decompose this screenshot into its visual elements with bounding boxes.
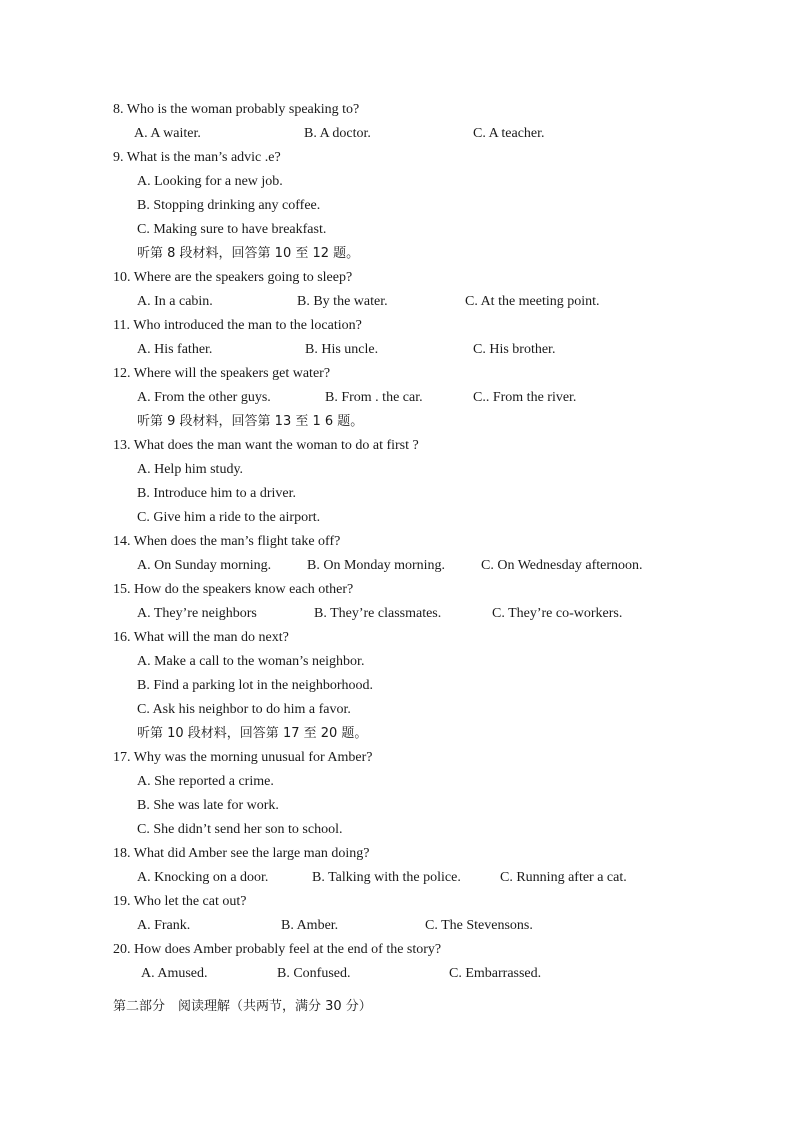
question-18-option-c: C. Running after a cat. [500, 870, 627, 885]
question-15-option-c: C. They’re co-workers. [492, 606, 623, 621]
question-8-option-c: C. A teacher. [473, 126, 545, 141]
question-12-option-a: A. From the other guys. [137, 390, 271, 405]
question-9-stem: 9. What is the man’s advic .e? [113, 150, 281, 165]
question-10-stem: 10. Where are the speakers going to sleep? [113, 270, 353, 285]
question-19-option-c: C. The Stevensons. [425, 918, 533, 933]
question-12-option-c: C.. From the river. [473, 390, 577, 405]
question-12-option-b: B. From . the car. [325, 390, 423, 405]
question-10-option-c: C. At the meeting point. [465, 294, 600, 309]
question-11-option-b: B. His uncle. [305, 342, 379, 357]
question-8-option-a: A. A waiter. [134, 126, 201, 141]
question-15-option-b: B. They’re classmates. [314, 606, 442, 621]
question-11-option-a: A. His father. [137, 342, 213, 357]
question-18-option-a: A. Knocking on a door. [137, 870, 269, 885]
question-9-option-b: B. Stopping drinking any coffee. [137, 198, 321, 213]
question-20-option-b: B. Confused. [277, 966, 351, 981]
question-17-option-b: B. She was late for work. [137, 798, 279, 813]
question-13-stem: 13. What does the man want the woman to do at first ? [113, 438, 419, 453]
question-16-stem: 16. What will the man do next? [113, 630, 289, 645]
question-14-option-a: A. On Sunday morning. [137, 558, 272, 573]
question-20-stem: 20. How does Amber probably feel at the end of the story? [113, 942, 442, 957]
question-11-stem: 11. Who introduced the man to the location? [113, 318, 362, 333]
question-13-option-b: B. Introduce him to a driver. [137, 486, 297, 501]
question-8-option-b: B. A doctor. [304, 126, 371, 141]
question-18-option-b: B. Talking with the police. [312, 870, 461, 885]
question-16-option-a: A. Make a call to the woman’s neighbor. [137, 654, 365, 669]
question-18-stem: 18. What did Amber see the large man doing? [113, 846, 370, 861]
question-17-option-a: A. She reported a crime. [137, 774, 274, 789]
question-20-option-a: A. Amused. [141, 966, 208, 981]
question-11-option-c: C. His brother. [473, 342, 556, 357]
question-16-option-c: C. Ask his neighbor to do him a favor. [137, 702, 351, 717]
question-10-option-a: A. In a cabin. [137, 294, 213, 309]
question-14-option-c: C. On Wednesday afternoon. [481, 558, 643, 573]
question-9-option-a: A. Looking for a new job. [137, 174, 283, 189]
question-10-option-b: B. By the water. [297, 294, 388, 309]
section-instruction-10: 听第 10 段材料，回答第 17 至 20 题。 [137, 726, 368, 741]
section-instruction-9: 听第 9 段材料，回答第 13 至 1 6 题。 [137, 414, 364, 429]
question-13-option-a: A. Help him study. [137, 462, 244, 477]
section-instruction-8: 听第 8 段材料，回答第 10 至 12 题。 [137, 246, 360, 261]
part-2-heading: 第二部分 阅读理解（共两节，满分 30 分） [113, 999, 372, 1014]
question-14-stem: 14. When does the man’s flight take off? [113, 534, 341, 549]
question-13-option-c: C. Give him a ride to the airport. [137, 510, 321, 525]
question-16-option-b: B. Find a parking lot in the neighborhood. [137, 678, 374, 693]
question-12-stem: 12. Where will the speakers get water? [113, 366, 331, 381]
question-19-option-b: B. Amber. [281, 918, 339, 933]
question-15-stem: 15. How do the speakers know each other? [113, 582, 354, 597]
question-14-option-b: B. On Monday morning. [307, 558, 446, 573]
question-9-option-c: C. Making sure to have breakfast. [137, 222, 327, 237]
question-20-option-c: C. Embarrassed. [449, 966, 542, 981]
question-8-stem: 8. Who is the woman probably speaking to? [113, 102, 360, 117]
question-17-stem: 17. Why was the morning unusual for Amber? [113, 750, 373, 765]
question-19-option-a: A. Frank. [137, 918, 191, 933]
question-19-stem: 19. Who let the cat out? [113, 894, 247, 909]
question-15-option-a: A. They’re neighbors [137, 606, 257, 621]
question-17-option-c: C. She didn’t send her son to school. [137, 822, 343, 837]
